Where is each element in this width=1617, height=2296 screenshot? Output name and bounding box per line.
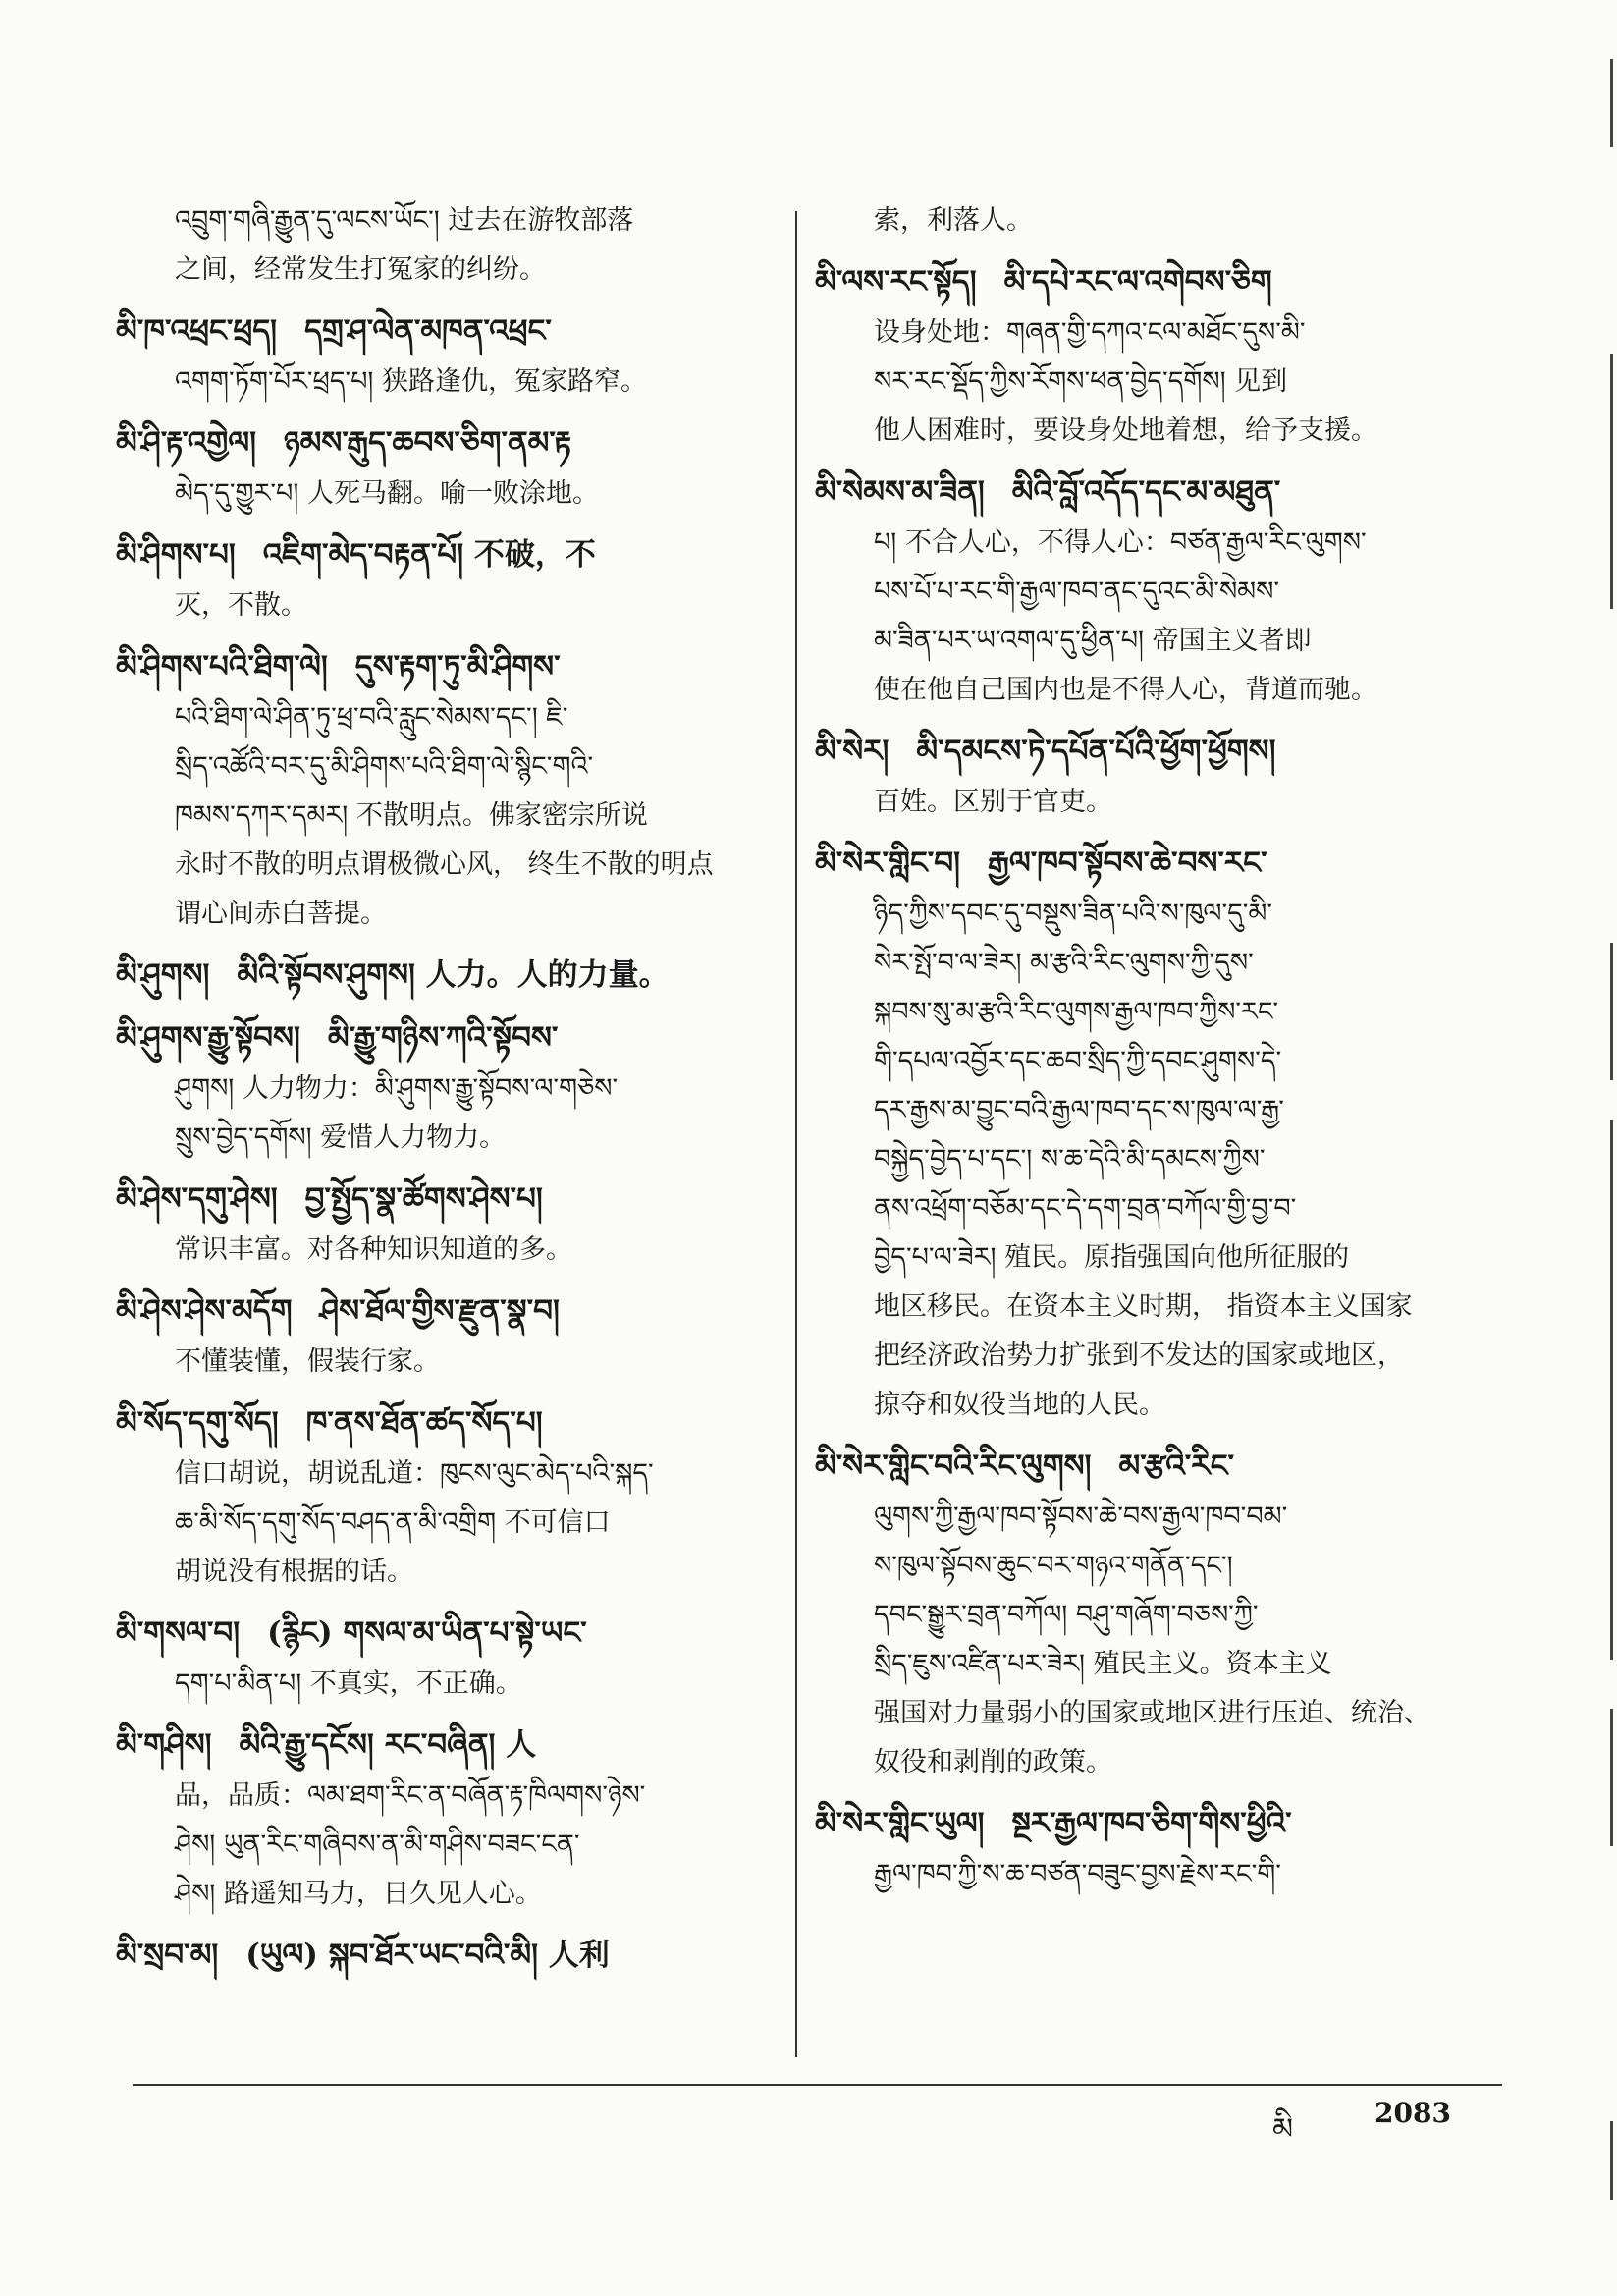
- entry-text: ཤུགས། 人力物力：མི་ཤུགས་རྒྱུ་སྟོབས་ལ་གཅེས་: [175, 1073, 619, 1104]
- entry-definition-line: [116, 1772, 776, 1821]
- entry-text: 谓心间赤白菩提。: [175, 899, 387, 929]
- page-number: 2083: [1374, 2097, 1451, 2129]
- entry-text: ཤེས། 路遥知马力，日久见人心。: [175, 1879, 542, 1909]
- entry-definition-line: [815, 1493, 1482, 1542]
- entry-definition-line: [815, 1283, 1482, 1332]
- entry-definition-line: [815, 1738, 1482, 1787]
- entry-text: བསྐྱེད་བྱེད་པ་དང་། ས་ཆ་དེའི་མི་དམངས་ཀྱིས་: [874, 1144, 1266, 1175]
- entry-definition-line: [116, 469, 776, 519]
- entry-definition-line: [116, 1499, 776, 1548]
- entry-definition-line: [116, 196, 776, 246]
- entry-text: (ཡུལ) སྐབ་ཐོར་ཡང་བའི་མི། 人利: [245, 1938, 610, 1973]
- entry-head-line: [116, 416, 776, 469]
- right-column: [815, 196, 1482, 1909]
- entry-definition-line: [815, 357, 1482, 407]
- dictionary-entry: [815, 255, 1482, 456]
- headword: མི་ཤིགས་པའི་ཐིག་ལེ།: [116, 649, 328, 684]
- section-letter: མི: [1272, 2112, 1294, 2147]
- entry-text: བྱ་སྤྱོད་སྣ་ཚོགས་ཤེས་པ།: [304, 1181, 543, 1217]
- entry-text: ཆ་མི་སོད་དགུ་སོད་བཤད་ན་མི་འགྲིག 不可信口: [175, 1507, 611, 1538]
- entry-definition-line: [116, 693, 776, 742]
- entry-definition-line: [815, 1184, 1482, 1233]
- entry-definition-line: [815, 1689, 1482, 1738]
- entry-head-line: [815, 1440, 1482, 1493]
- entry-head-line: [116, 528, 776, 581]
- entry-text: ཉམས་རྒུད་ཆབས་ཅིག་ནམ་རྟ: [284, 425, 571, 461]
- dictionary-entry: [116, 1173, 776, 1275]
- entry-text: 奴役和剥削的政策。: [874, 1747, 1112, 1777]
- entry-text: འགག་ཏོག་པོར་ཕྲད་པ། 狭路逢仇，冤家路窄。: [175, 366, 648, 397]
- entry-text: སྔར་རྒྱལ་ཁབ་ཅིག་གིས་ཕྱིའི་: [1011, 1806, 1292, 1841]
- entry-text: དུས་རྟག་ཏུ་མི་ཤིགས་: [354, 649, 561, 684]
- entry-definition-line: [116, 1114, 776, 1163]
- entry-definition-line: [116, 1065, 776, 1114]
- entry-definition-line: [815, 568, 1482, 617]
- headword: མི་ཁ་འཕྲང་ཕྲད།: [116, 313, 278, 349]
- entry-head-line: [116, 1011, 776, 1065]
- entry-text: 常识丰富。对各种知识知道的多。: [175, 1234, 572, 1265]
- headword: མི་སེར་གླིང་བ།: [815, 846, 960, 881]
- entry-head-line: [116, 1929, 776, 1982]
- headword: མི་སོད་དགུ་སོད།: [116, 1405, 279, 1441]
- entry-text: པ། 不合人心，不得人心：བཙན་རྒྱལ་རིང་ལུགས་: [874, 527, 1367, 558]
- dictionary-entry: [116, 416, 776, 519]
- entry-text: སྐབས་སུ་མ་རྩའི་རིང་ལུགས་རྒྱལ་ཁབ་ཀྱིས་རང་: [874, 997, 1279, 1027]
- dictionary-entry: [815, 1797, 1482, 1899]
- entry-text: རྒྱལ་ཁབ་སྟོབས་ཆེ་བས་རང་: [988, 846, 1267, 881]
- entry-head-line: [815, 1797, 1482, 1850]
- headword: མི་སེམས་མ་ཟིན།: [815, 474, 985, 510]
- entry-definition-line: [815, 1640, 1482, 1689]
- dictionary-entry: [116, 1011, 776, 1163]
- entry-text: མི་དམངས་ཏེ་དཔོན་པོའི་ཕྱོག་ཕྱོགས།: [916, 734, 1276, 769]
- headword: མི་ཤི་རྟ་འགྱེལ།: [116, 425, 257, 461]
- headword: མི་ཤེས་དགུ་ཤེས།: [116, 1181, 278, 1217]
- entry-text: མིའི་བློ་འདོད་དང་མ་མཐུན་: [1011, 474, 1281, 510]
- entry-definition-line: [116, 1548, 776, 1597]
- entry-text: 信口胡说，胡说乱道：ཁུངས་ལུང་མེད་པའི་སྐད་: [175, 1458, 654, 1489]
- entry-definition-line: [116, 742, 776, 792]
- entry-text: ལུགས་ཀྱི་རྒྱལ་ཁབ་སྟོབས་ཆེ་བས་རྒྱལ་ཁབ་བམ་: [874, 1502, 1288, 1532]
- entry-text: མ་རྩའི་རིང་: [1118, 1449, 1235, 1484]
- entry-text: 掠夺和奴役当地的人民。: [874, 1390, 1165, 1420]
- entry-definition-line: [116, 357, 776, 407]
- entry-text: དར་རྒྱས་མ་བྱུང་བའི་རྒྱལ་ཁབ་དང་ས་ཁུལ་ལ་རྒྱ་: [874, 1095, 1284, 1125]
- entry-definition-line: [815, 1542, 1482, 1591]
- headword: མི་སེར།: [815, 734, 889, 769]
- headword: མི་གསལ་བ།: [116, 1615, 241, 1651]
- entry-text: 索，利落人。: [874, 205, 1033, 236]
- entry-text: སྲིད་ཇུས་འཛིན་པར་ཟེར། 殖民主义。资本主义: [874, 1649, 1332, 1679]
- entry-head-line: [815, 255, 1482, 308]
- dictionary-entry: [815, 196, 1482, 246]
- entry-definition-line: [815, 407, 1482, 456]
- entry-text: 之间，经常发生打冤家的纠纷。: [175, 254, 546, 285]
- entry-text: མི་རྒྱུ་གཉིས་ཀའི་སྟོབས་: [327, 1020, 559, 1056]
- entry-text: (རྙིང) གསལ་མ་ཡིན་པ་སྟེ་ཡང་: [267, 1615, 587, 1651]
- dictionary-entry: [116, 1929, 776, 1982]
- entry-text: མིའི་རྒྱུ་དངོས། རང་བཞིན། 人: [239, 1727, 537, 1763]
- entry-definition-line: [116, 792, 776, 841]
- left-column: [116, 196, 776, 1992]
- entry-definition-line: [815, 1086, 1482, 1135]
- dictionary-entry: [116, 949, 776, 1002]
- headword: མི་ཤུགས་རྒྱུ་སྟོབས།: [116, 1020, 300, 1056]
- headword: མི་གཤིས།: [116, 1727, 212, 1763]
- dictionary-entry: [116, 1396, 776, 1597]
- entry-text: སྲིད་འཚོའི་བར་དུ་མི་ཤིགས་པའི་ཐིག་ལེ་སྙིང་གའི་: [175, 751, 594, 782]
- entry-definition-line: [815, 1135, 1482, 1184]
- entry-text: 灭，不散。: [175, 590, 307, 621]
- entry-text: 使在他自己国内也是不得人心，背道而驰。: [874, 675, 1377, 705]
- entry-definition-line: [116, 581, 776, 630]
- entry-definition-line: [116, 246, 776, 295]
- dictionary-entry: [116, 640, 776, 939]
- dictionary-entry: [815, 1440, 1482, 1787]
- entry-head-line: [815, 837, 1482, 890]
- entry-text: སྲུས་བྱེད་དགོས། 爱惜人力物力。: [175, 1122, 507, 1153]
- entry-definition-line: [116, 1660, 776, 1709]
- dictionary-entry: [815, 837, 1482, 1430]
- dictionary-entry: [116, 1607, 776, 1709]
- entry-text: 强国对力量弱小的国家或地区进行压迫、统治、: [874, 1698, 1430, 1728]
- entry-definition-line: [815, 988, 1482, 1037]
- entry-definition-line: [116, 890, 776, 939]
- dictionary-entry: [116, 1719, 776, 1919]
- entry-text: མེད་དུ་གྱུར་པ། 人死马翻。喻一败涂地。: [175, 478, 599, 509]
- entry-text: ཤེས་ཐོལ་གྱིས་རྫུན་སྣ་བ།: [319, 1293, 560, 1329]
- scan-edge-marks: [1588, 59, 1617, 2219]
- entry-definition-line: [815, 890, 1482, 939]
- entry-text: 不懂装懂，假装行家。: [175, 1346, 440, 1377]
- entry-definition-line: [815, 1591, 1482, 1640]
- entry-head-line: [116, 1285, 776, 1338]
- entry-text: རྒྱལ་ཁབ་ཀྱི་ས་ཆ་བཙན་བཟུང་བྱས་རྗེས་རང་གི་: [874, 1859, 1281, 1889]
- dictionary-entry: [116, 196, 776, 295]
- entry-definition-line: [815, 1381, 1482, 1430]
- entry-text: ཁམས་དཀར་དམར། 不散明点。佛家密宗所说: [175, 800, 648, 831]
- entry-head-line: [116, 949, 776, 1002]
- entry-text: དགྲ་ཤ་ལེན་མཁན་འཕྲང་: [304, 313, 552, 349]
- entry-head-line: [116, 304, 776, 357]
- entry-definition-line: [815, 1332, 1482, 1381]
- footer-rule: [133, 2084, 1502, 2086]
- entry-definition-line: [815, 519, 1482, 568]
- headword: མི་ཤིགས་པ།: [116, 537, 236, 573]
- entry-text: སར་རང་སྡོད་ཀྱིས་རོགས་ཕན་བྱེད་དགོས། 见到: [874, 366, 1288, 397]
- entry-head-line: [116, 1719, 776, 1772]
- entry-text: པའི་ཐིག་ལེ་ཤིན་ཏུ་ཕྲ་བའི་རླུང་སེམས་དང་། ཇི་: [175, 702, 568, 733]
- entry-text: མིའི་སྟོབས་ཤུགས། 人力。人的力量。: [237, 957, 670, 993]
- entry-text: 设身处地：གཞན་གྱི་དཀའ་ངལ་མཐོང་དུས་མི་: [874, 317, 1306, 348]
- entry-text: ཁ་ནས་ཐོན་ཚད་སོད་པ།: [305, 1405, 543, 1441]
- entry-text: འཇིག་མེད་བརྟན་པོ། 不破，不: [262, 537, 596, 573]
- entry-text: 品，品质：ལམ་ཐག་རིང་ན་བཞོན་རྟ་ཁིལགས་ཉེས་: [175, 1780, 646, 1811]
- entry-head-line: [116, 1607, 776, 1660]
- dictionary-entry: [116, 1285, 776, 1387]
- entry-text: སེར་སྤོ་བ་ལ་ཟེར། མ་རྩའི་རིང་ལུགས་ཀྱི་དུས་: [874, 948, 1254, 978]
- entry-text: མ་ཟིན་པར་ཡ་འགལ་དུ་ཕྱིན་པ། 帝国主义者即: [874, 626, 1312, 656]
- dictionary-entry: [815, 725, 1482, 827]
- entry-definition-line: [815, 666, 1482, 715]
- entry-text: ས་ཁུལ་སྟོབས་ཆུང་བར་གཉའ་གནོན་དང་།: [874, 1551, 1233, 1581]
- entry-head-line: [116, 1173, 776, 1226]
- entry-text: ཤེས། ཡུན་རིང་གཞིབས་ན་མི་གཤིས་བཟང་ངན་: [175, 1830, 580, 1860]
- entry-definition-line: [815, 778, 1482, 827]
- entry-text: 胡说没有根据的话。: [175, 1557, 413, 1587]
- entry-text: 他人困难时，要设身处地着想，给予支援。: [874, 415, 1377, 446]
- entry-text: 地区移民。在资本主义时期， 指资本主义国家: [874, 1291, 1413, 1322]
- entry-definition-line: [815, 196, 1482, 246]
- entry-text: དག་པ་མིན་པ། 不真实，不正确。: [175, 1668, 522, 1699]
- entry-text: མི་དཔེ་རང་ལ་འགེབས་ཅིག: [1003, 264, 1272, 300]
- entry-definition-line: [815, 1850, 1482, 1899]
- headword: མི་སེར་གླིང་ཡུལ།: [815, 1806, 985, 1841]
- entry-text: 永时不散的明点谓极微心风， 终生不散的明点: [175, 849, 714, 880]
- dictionary-entry: [815, 465, 1482, 715]
- dictionary-entry: [116, 304, 776, 407]
- entry-text: 百姓。区别于官吏。: [874, 787, 1112, 817]
- entry-definition-line: [116, 841, 776, 890]
- entry-text: འབྲུག་གཞི་རྒྱུན་དུ་ལངས་ཡོང་། 过去在游牧部落: [175, 205, 634, 236]
- entry-head-line: [815, 725, 1482, 778]
- entry-text: དབང་སྒྱུར་བྲན་བཀོལ། བཤུ་གཞོག་བཅས་ཀྱི་: [874, 1600, 1259, 1630]
- entry-head-line: [116, 640, 776, 693]
- entry-definition-line: [116, 1449, 776, 1499]
- entry-definition-line: [815, 1233, 1482, 1283]
- headword: མི་ཤེས་ཤེས་མདོག: [116, 1293, 293, 1329]
- headword: མི་སེར་གླིང་བའི་རིང་ལུགས།: [815, 1449, 1092, 1484]
- entry-text: བྱེད་པ་ལ་ཟེར། 殖民。原指强国向他所征服的: [874, 1242, 1350, 1273]
- entry-text: པས་པོ་པ་རང་གི་རྒྱལ་ཁབ་ནང་དུའང་མི་སེམས་: [874, 576, 1280, 607]
- entry-definition-line: [116, 1226, 776, 1275]
- headword: མི་ཤུགས།: [116, 957, 210, 993]
- headword: མི་ལས་རང་སྟོད།: [815, 264, 977, 300]
- entry-text: 把经济政治势力扩张到不发达的国家或地区，: [874, 1340, 1404, 1371]
- entry-head-line: [116, 1396, 776, 1449]
- entry-definition-line: [116, 1338, 776, 1387]
- entry-text: ནས་འཕྲོག་བཅོམ་དང་དེ་དག་བྲན་བཀོལ་གྱི་བྱ་བ་: [874, 1193, 1297, 1224]
- column-divider: [795, 211, 797, 2057]
- entry-definition-line: [815, 617, 1482, 666]
- entry-definition-line: [116, 1870, 776, 1919]
- entry-text: ཉིད་ཀྱིས་དབང་དུ་བསྡུས་ཟིན་པའི་ས་ཁུལ་དུ་མི་: [874, 899, 1273, 929]
- entry-definition-line: [815, 1037, 1482, 1086]
- entry-text: གི་དཔལ་འབྱོར་དང་ཆབ་སྲིད་ཀྱི་དབང་ཤུགས་དེ་: [874, 1046, 1282, 1076]
- entry-definition-line: [116, 1821, 776, 1870]
- dictionary-entry: [116, 528, 776, 630]
- entry-definition-line: [815, 308, 1482, 357]
- entry-definition-line: [815, 939, 1482, 988]
- headword: མི་སྲབ་མ།: [116, 1938, 219, 1973]
- entry-head-line: [815, 465, 1482, 519]
